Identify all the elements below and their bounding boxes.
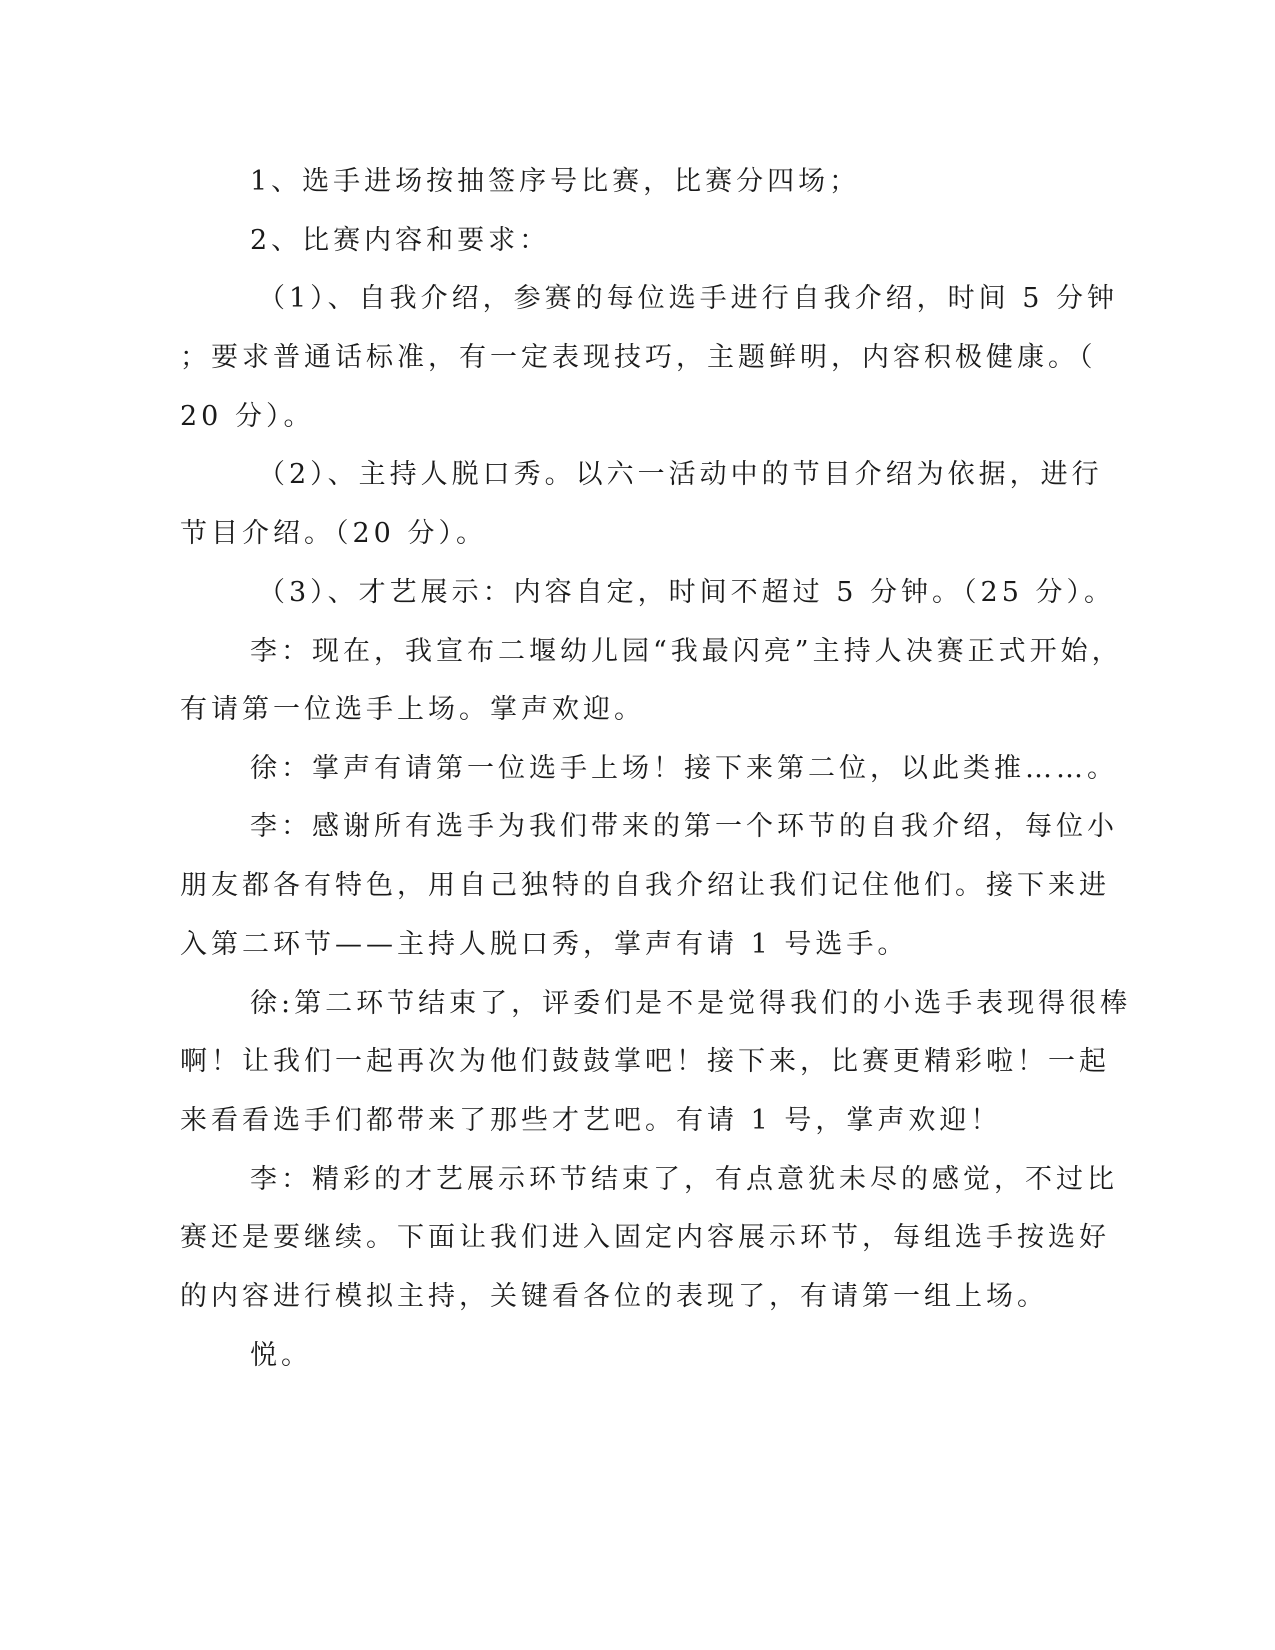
dialogue-li-2: 李：感谢所有选手为我们带来的第一个环节的自我介绍，每位小 — [250, 811, 1118, 842]
dialogue-li-3-cont-1: 赛还是要继续。下面让我们进入固定内容展示环节，每组选手按选好 — [180, 1222, 1110, 1253]
dialogue-li-2-cont-1: 朋友都各有特色，用自己独特的自我介绍让我们记住他们。接下来进 — [180, 870, 1110, 901]
dialogue-xu-2: 徐:第二环节结束了，评委们是不是觉得我们的小选手表现得很棒 — [250, 988, 1132, 1019]
dialogue-li-1: 李：现在，我宣布二堰幼儿园“我最闪亮”主持人决赛正式开始， — [250, 636, 1123, 667]
rule-1-line: 1、选手进场按抽签序号比赛，比赛分四场； — [250, 166, 861, 197]
rule-2-line: 2、比赛内容和要求： — [250, 225, 551, 256]
requirement-1-cont: ；要求普通话标准，有一定表现技巧，主题鲜明，内容积极健康。（ — [180, 342, 1097, 373]
dialogue-xu-1: 徐：掌声有请第一位选手上场！接下来第二位，以此类推……。 — [250, 753, 1118, 784]
dialogue-li-3: 李：精彩的才艺展示环节结束了，有点意犹未尽的感觉，不过比 — [250, 1164, 1118, 1195]
requirement-2-line: （2）、主持人脱口秀。以六一活动中的节目介绍为依据，进行 — [258, 459, 1103, 490]
requirement-1-score: 20 分）。 — [180, 401, 315, 432]
dialogue-li-2-cont-2: 入第二环节——主持人脱口秀，掌声有请 1 号选手。 — [180, 929, 909, 960]
requirement-2-cont: 节目介绍。（20 分）。 — [180, 518, 487, 549]
dialogue-li-1-cont: 有请第一位选手上场。掌声欢迎。 — [180, 694, 645, 725]
requirement-1-line: （1）、自我介绍，参赛的每位选手进行自我介绍，时间 5 分钟 — [258, 283, 1119, 314]
dialogue-xu-2-cont-2: 来看看选手们都带来了那些才艺吧。有请 1 号，掌声欢迎！ — [180, 1105, 1002, 1136]
dialogue-xu-2-cont-1: 啊！让我们一起再次为他们鼓鼓掌吧！接下来，比赛更精彩啦！一起 — [180, 1046, 1110, 1077]
dialogue-yue: 悦。 — [250, 1340, 312, 1371]
requirement-3-line: （3）、才艺展示：内容自定，时间不超过 5 分钟。（25 分）。 — [258, 577, 1115, 608]
dialogue-li-3-cont-2: 的内容进行模拟主持，关键看各位的表现了，有请第一组上场。 — [180, 1281, 1048, 1312]
